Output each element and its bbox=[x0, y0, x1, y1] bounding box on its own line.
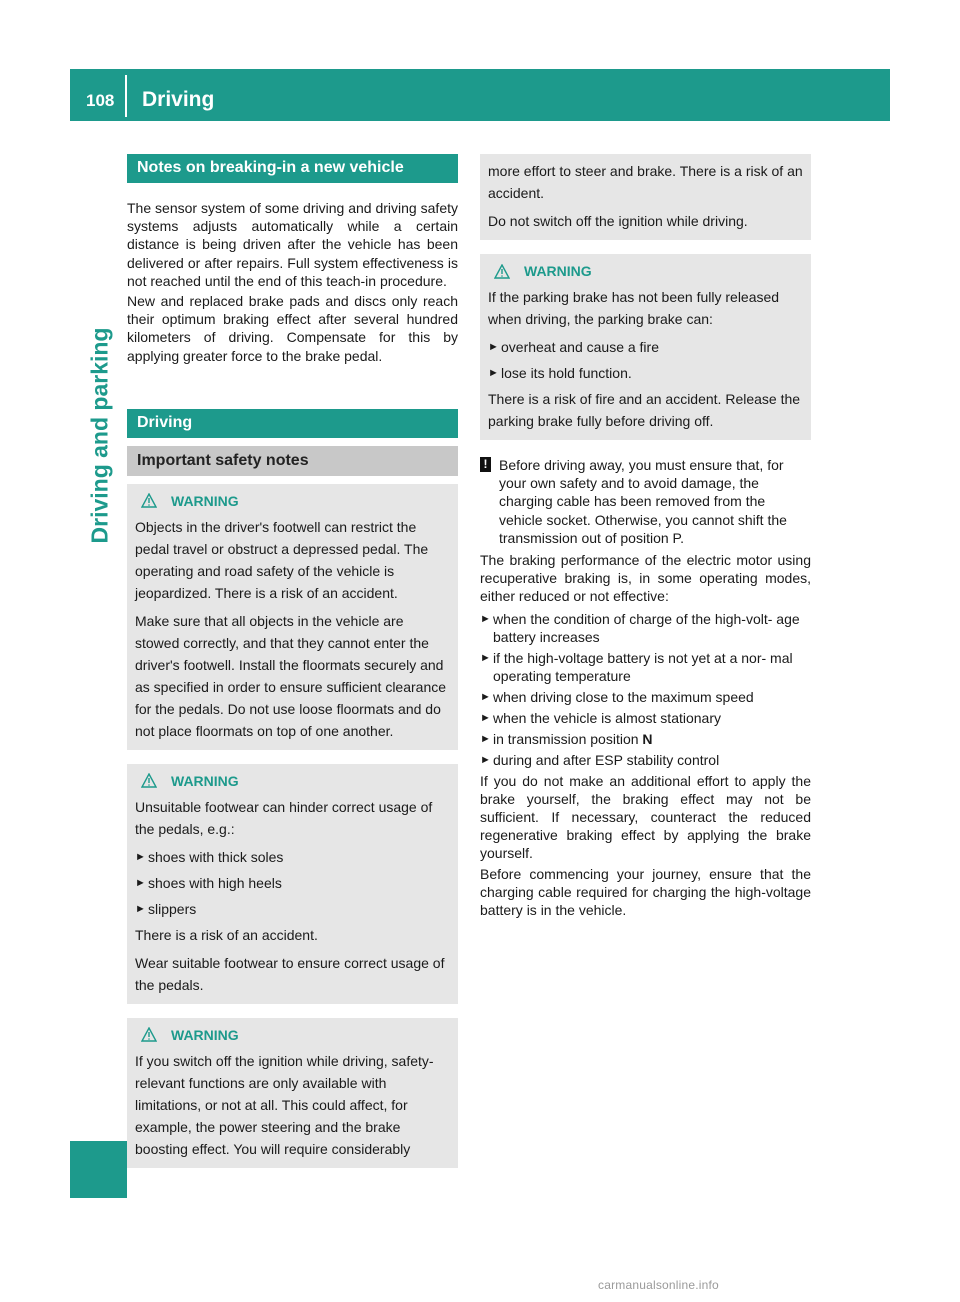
paragraph: The sensor system of some driving and driving safety systems adjusts automatically while a certain distance is being driven after the vehicle has been delivered or after repairs. Full system effectiveness is not reached until the end of this teach-in procedure. bbox=[127, 200, 458, 289]
bullet-icon: ► bbox=[135, 850, 146, 863]
note-text: Before driving away, you must ensure that, for your own safety and to avoid damage, the charging cable has been removed from the vehicle socket. Otherwise, you cannot shift the transmission out of position P. bbox=[499, 457, 787, 546]
warning-label: WARNING bbox=[171, 772, 239, 789]
warning-box bbox=[127, 764, 458, 1004]
warning-header bbox=[135, 770, 450, 792]
warning-text: There is a risk of fire and an accident. Release the parking brake fully before driving off. bbox=[488, 391, 801, 429]
watermark: carmanualsonline.info bbox=[598, 1278, 719, 1292]
header-divider bbox=[125, 75, 127, 117]
section-heading-driving: Driving bbox=[127, 409, 458, 438]
list-item bbox=[480, 649, 811, 685]
list-item bbox=[135, 872, 450, 894]
list-item bbox=[480, 751, 811, 769]
warning-triangle-icon bbox=[141, 773, 157, 788]
side-chapter-label bbox=[84, 270, 116, 600]
warning-text: Do not switch off the ignition while driving. bbox=[488, 213, 748, 229]
side-block bbox=[70, 1141, 127, 1198]
warning-header bbox=[135, 1024, 450, 1046]
warning-box-continued bbox=[480, 154, 811, 240]
bullet-list bbox=[480, 610, 811, 769]
list-item bbox=[480, 730, 811, 748]
warning-label: WARNING bbox=[524, 263, 592, 279]
bullet-icon: ► bbox=[135, 902, 146, 915]
note-box bbox=[480, 456, 811, 547]
list-item-text: in transmission position bbox=[493, 730, 639, 747]
paragraph: If you do not make an additional effort to apply the brake yourself, the braking effect may not be sufficient. If necessary, counteract the reduced regenerative braking effect by applying the brake yourself. bbox=[480, 772, 811, 862]
list-item-text: when the vehicle is almost stationary bbox=[493, 709, 721, 726]
list-item bbox=[480, 709, 811, 727]
bullet-icon: ► bbox=[135, 876, 146, 889]
paragraph: Before commencing your journey, ensure that the charging cable required for charging the high-voltage battery is in the vehicle. bbox=[480, 865, 811, 919]
warning-header bbox=[135, 490, 450, 512]
warning-box bbox=[480, 254, 811, 440]
list-item-text: shoes with high heels bbox=[148, 874, 282, 891]
section-heading-breaking-in: Notes on breaking-in a new vehicle bbox=[127, 154, 458, 183]
list-item bbox=[488, 336, 803, 358]
warning-text: Unsuitable footwear can hinder correct usage of the pedals, e.g.: bbox=[135, 798, 433, 837]
list-item bbox=[488, 362, 803, 384]
list-item bbox=[135, 846, 450, 868]
bullet-icon: ► bbox=[480, 732, 491, 745]
bullet-icon: ► bbox=[480, 651, 491, 664]
warning-triangle-icon bbox=[141, 1027, 157, 1042]
list-item bbox=[480, 610, 811, 646]
list-item bbox=[135, 898, 450, 920]
right-column bbox=[480, 154, 811, 919]
list-item bbox=[480, 688, 811, 706]
list-item-text: shoes with thick soles bbox=[148, 848, 284, 865]
list-item-text: when the condition of charge of the high-volt- age battery increases bbox=[493, 610, 800, 645]
subheading-safety-notes: Important safety notes bbox=[127, 446, 458, 476]
warning-box bbox=[127, 1018, 458, 1168]
page-title: Driving bbox=[142, 88, 215, 111]
list-item-text: when driving close to the maximum speed bbox=[493, 688, 754, 705]
warning-triangle-icon bbox=[141, 493, 157, 508]
warning-text: Objects in the driver's footwell can restrict the pedal travel or obstruct a depressed pedal. The operating and road safety of the vehicle is jeopardized. There is a risk of an accident. bbox=[135, 518, 429, 601]
left-column bbox=[127, 154, 458, 1168]
list-item-text: lose its hold function. bbox=[501, 365, 632, 381]
warning-header bbox=[488, 260, 803, 282]
warning-text: If the parking brake has not been fully released when driving, the parking brake can: bbox=[488, 289, 780, 327]
bullet-icon: ► bbox=[480, 612, 491, 625]
page-number: 108 bbox=[86, 91, 115, 110]
list-item-text: overheat and cause a fire bbox=[501, 339, 659, 355]
position-n-label: N bbox=[642, 730, 653, 747]
warning-label: WARNING bbox=[171, 492, 239, 509]
warning-text: Make sure that all objects in the vehicle are stowed correctly, and that they cannot enter the driver's footwell. Install the floormats securely and as specified in order to ensure sufficient clearance for the pedals. Do not use loose floormats and do not place floormats on top of one another. bbox=[135, 612, 447, 739]
warning-label: WARNING bbox=[171, 1026, 239, 1043]
paragraph: New and replaced brake pads and discs only reach their optimum braking effect after several hundred kilometers of driving. Compensate for this by applying greater force to the brake pedal. bbox=[127, 293, 458, 364]
warning-text: If you switch off the ignition while driving, safety-relevant functions are only available with limitations, or not at all. This could affect, for example, the power steering and the brake boosting effect. You will require considerably bbox=[135, 1052, 434, 1157]
bullet-icon: ► bbox=[488, 341, 499, 353]
list-item-text: during and after ESP stability control bbox=[493, 751, 720, 768]
warning-box bbox=[127, 484, 458, 750]
bullet-icon: ► bbox=[480, 690, 491, 703]
list-item-text: if the high-voltage battery is not yet at a nor- mal operating temperature bbox=[493, 649, 793, 684]
paragraph: The braking performance of the electric motor using recuperative braking is, in some operating modes, either reduced or not effective: bbox=[480, 552, 811, 605]
list-item-text: slippers bbox=[148, 900, 197, 917]
bullet-icon: ► bbox=[480, 753, 491, 766]
bullet-icon: ► bbox=[488, 367, 499, 379]
bullet-icon: ► bbox=[480, 711, 491, 724]
exclamation-icon: ! bbox=[480, 457, 491, 472]
warning-text: There is a risk of an accident. bbox=[135, 926, 318, 943]
warning-text: more effort to steer and brake. There is a risk of an accident. bbox=[488, 163, 803, 201]
side-chapter-text: Driving and parking bbox=[86, 327, 113, 543]
warning-triangle-icon bbox=[494, 264, 510, 279]
warning-text: Wear suitable footwear to ensure correct usage of the pedals. bbox=[135, 954, 445, 993]
